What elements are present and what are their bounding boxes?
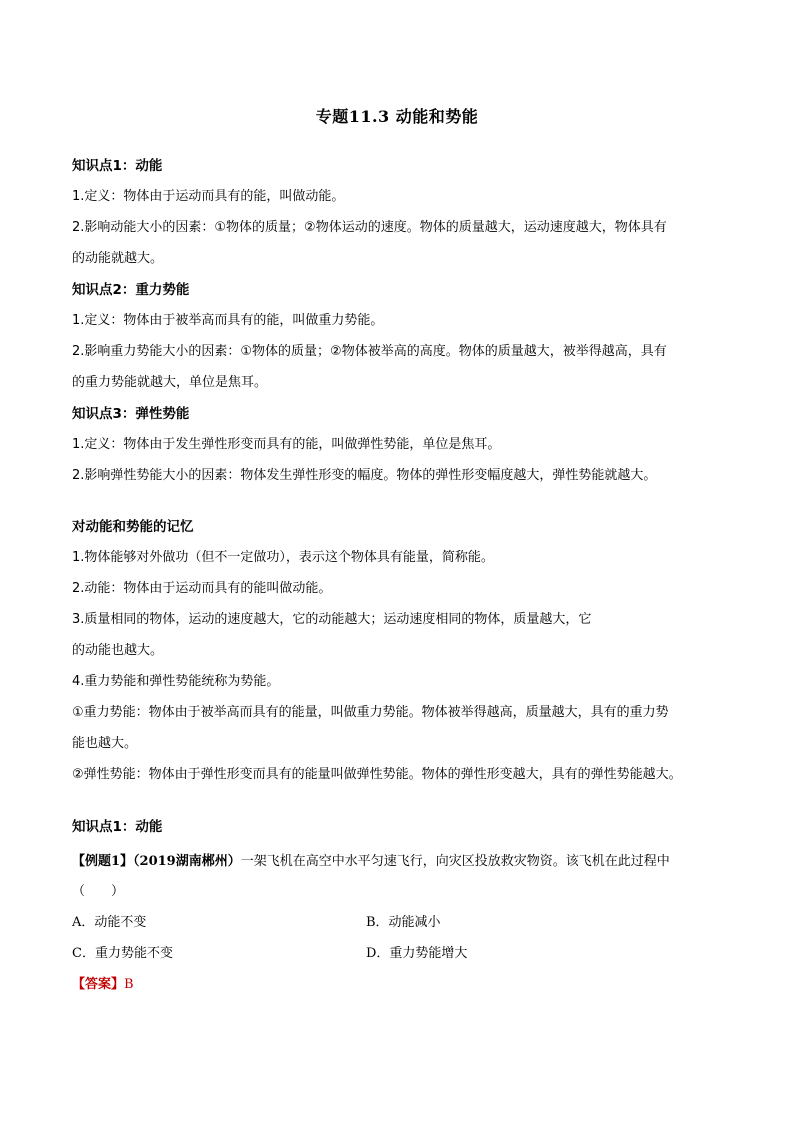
option-d: D．重力势能增大: [366, 946, 468, 961]
option-b: B．动能减小: [366, 915, 441, 930]
option-c: C．重力势能不变: [72, 946, 173, 961]
memory-line: ①重力势能：物体由于被举高而具有的能量，叫做重力势能。物体被举得越高，质量越大，具有的重力势: [72, 705, 669, 720]
memory-line: 2.动能：物体由于运动而具有的能叫做动能。: [72, 581, 332, 596]
memory-heading: 对动能和势能的记忆: [72, 519, 194, 535]
example-question-text: 一架飞机在高空中水平匀速飞行，向灾区投放救灾物资。该飞机在此过程中: [240, 854, 670, 869]
example-source: （2019湖南郴州）: [133, 854, 241, 869]
section-line: 1.定义：物体由于发生弹性形变而具有的能，叫做弹性势能，单位是焦耳。: [72, 437, 501, 452]
section-line: 的动能就越大。: [72, 251, 164, 266]
answer: [72, 976, 732, 994]
memory-line: 1.物体能够对外做功（但不一定做功），表示这个物体具有能量，简称能。: [72, 550, 494, 565]
answer-value: B: [124, 977, 134, 992]
memory-line: 能也越大。: [72, 736, 138, 751]
option-a: A．动能不变: [72, 915, 147, 930]
section-line: 1.定义：物体由于运动而具有的能，叫做动能。: [72, 189, 345, 204]
section-line: 2.影响弹性势能大小的因素：物体发生弹性形变的幅度。物体的弹性形变幅度越大，弹性势能就越大。: [72, 468, 657, 483]
section-line: 2.影响重力势能大小的因素：①物体的质量；②物体被举高的高度。物体的质量越大，被举得越高，具有: [72, 344, 667, 359]
memory-line: ②弹性势能：物体由于弹性形变而具有的能量叫做弹性势能。物体的弹性形变越大，具有的弹性势能越大。: [72, 767, 682, 782]
page-title: 专题11.3 动能和势能: [315, 107, 479, 126]
answer-label: 【答案】: [72, 977, 125, 992]
memory-line: 3.质量相同的物体，运动的速度越大，它的动能越大；运动速度相同的物体，质量越大，它: [72, 612, 592, 627]
example-tag: 【例题1】: [72, 854, 134, 869]
memory-line: 的动能也越大。: [72, 643, 164, 658]
example-blank: （ ）: [72, 884, 125, 899]
section-line: 1.定义：物体由于被举高而具有的能，叫做重力势能。: [72, 313, 384, 328]
example-heading: 知识点1：动能: [72, 819, 163, 835]
section-heading-gravitational: 知识点2：重力势能: [72, 282, 190, 298]
section-heading-kinetic: 知识点1：动能: [72, 158, 163, 174]
section-line: 2.影响动能大小的因素：①物体的质量；②物体运动的速度。物体的质量越大，运动速度越大，物体具有: [72, 220, 667, 235]
section-line: 的重力势能就越大，单位是焦耳。: [72, 375, 268, 390]
memory-line: 4.重力势能和弹性势能统称为势能。: [72, 674, 280, 689]
example-question: [72, 853, 732, 871]
section-heading-elastic: 知识点3：弹性势能: [72, 406, 190, 422]
